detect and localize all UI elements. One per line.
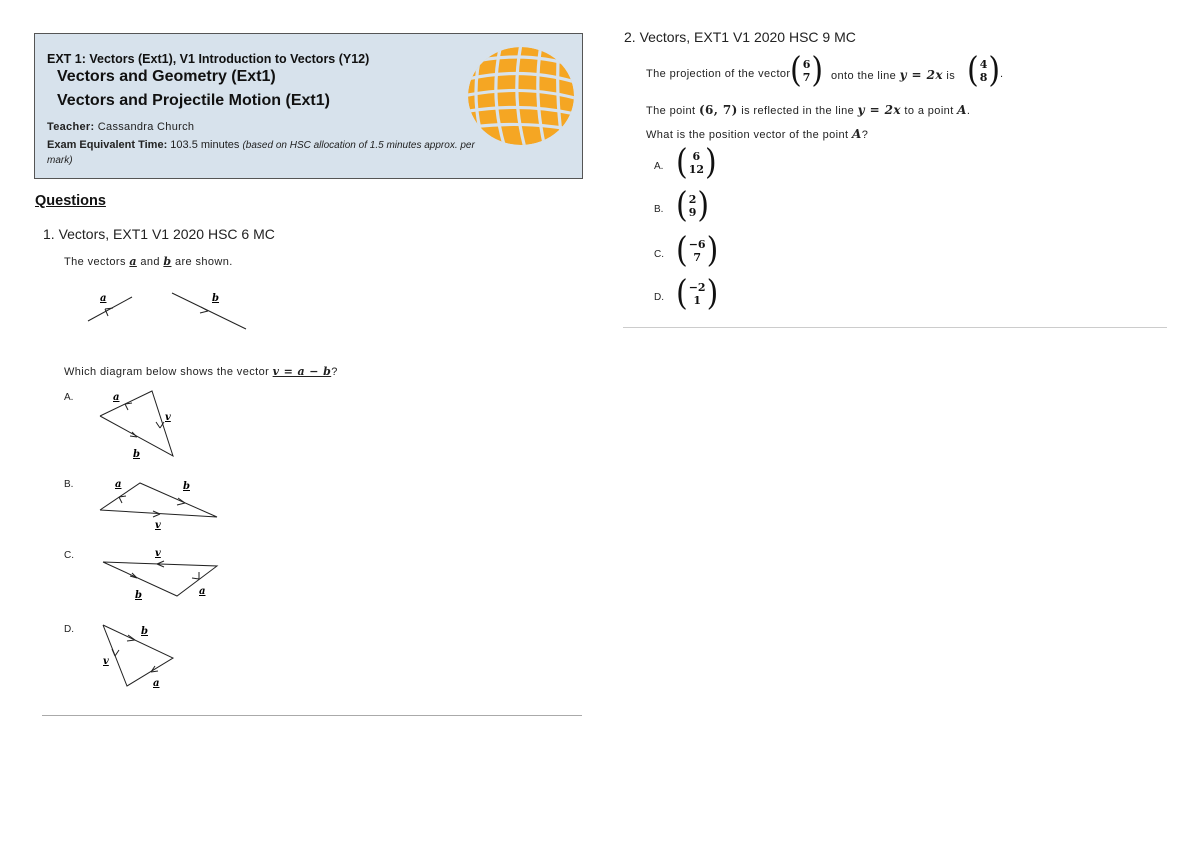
q2-option-a-vector[interactable]: ( 6 12 ): [676, 142, 717, 183]
q1-option-b-diagram[interactable]: [95, 475, 225, 530]
exam-time-note: (based on HSC allocation of 1.5 minutes approx. per mark): [47, 140, 475, 166]
q1-option-a-label[interactable]: A.: [64, 392, 74, 403]
exam-time-label: Exam Equivalent Time:: [47, 139, 168, 151]
q1-option-d-label[interactable]: D.: [64, 624, 74, 635]
questions-heading: Questions: [35, 193, 106, 209]
q1-divider: [42, 715, 582, 716]
svg-text:a: a: [113, 392, 120, 403]
q1-title: 1. Vectors, EXT1 V1 2020 HSC 6 MC: [43, 226, 275, 242]
svg-text:b: b: [183, 481, 190, 492]
q2-option-d-vector[interactable]: ( −2 1 ): [676, 273, 719, 314]
svg-text:b: b: [141, 626, 148, 637]
q1-option-a-diagram[interactable]: [95, 386, 185, 466]
exam-time-line: [47, 138, 487, 168]
q1-option-c-diagram[interactable]: [95, 546, 225, 606]
svg-text:v: v: [103, 656, 109, 667]
q1-option-c-label[interactable]: C.: [64, 550, 74, 561]
svg-text:b: b: [135, 590, 142, 601]
svg-text:a: a: [153, 678, 160, 689]
q2-vector-4-8: ( 4 8 ): [967, 50, 1001, 91]
svg-text:v: v: [155, 520, 161, 530]
exam-time-value: 103.5 minutes: [170, 139, 240, 151]
svg-text:a: a: [199, 586, 206, 597]
var-b: b: [163, 255, 172, 268]
q2-line1-pre: The projection of the vector: [646, 68, 791, 80]
q1-intro: The vectors a and b are shown.: [64, 255, 233, 268]
diagram-label-a: a: [100, 293, 107, 304]
diagram-label-b: b: [212, 293, 219, 304]
q2-option-b-label[interactable]: B.: [654, 204, 664, 215]
q2-divider: [623, 327, 1167, 328]
q1-prompt-equation: v = a − b: [272, 365, 332, 378]
var-a: a: [129, 255, 137, 268]
q1-given-vectors-diagram: [80, 285, 260, 335]
q2-line3: What is the position vector of the point A?: [646, 127, 869, 141]
globe-logo-icon: [463, 44, 575, 148]
worksheet-topic: EXT 1: Vectors (Ext1), V1 Introduction to Vectors (Y12): [47, 52, 370, 66]
q2-line1-mid: onto the line y = 2x is: [831, 68, 956, 82]
svg-text:b: b: [133, 449, 140, 460]
teacher-line: [47, 121, 194, 133]
worksheet-header: [34, 33, 583, 179]
svg-text:a: a: [115, 479, 122, 490]
q2-line2: The point (6, 7) is reflected in the line y = 2x to a point A.: [646, 103, 971, 117]
q1-prompt: Which diagram below shows the vector v = a − b?: [64, 365, 338, 378]
q2-option-d-label[interactable]: D.: [654, 292, 664, 303]
svg-text:v: v: [165, 412, 171, 423]
worksheet-subtopic-1: Vectors and Geometry (Ext1): [57, 68, 276, 85]
q2-option-b-vector[interactable]: ( 2 9 ): [676, 185, 710, 226]
q2-option-c-vector[interactable]: ( −6 7 ): [676, 230, 719, 271]
q1-option-d-diagram[interactable]: [95, 620, 185, 692]
q2-line1-end: .: [1000, 68, 1004, 80]
svg-text:v: v: [155, 548, 161, 559]
teacher-name: Cassandra Church: [97, 121, 195, 133]
q2-option-c-label[interactable]: C.: [654, 249, 664, 260]
q2-vector-6-7: ( 6 7 ): [790, 50, 824, 91]
worksheet-subtopic-2: Vectors and Projectile Motion (Ext1): [57, 92, 330, 109]
q2-title: 2. Vectors, EXT1 V1 2020 HSC 9 MC: [624, 29, 856, 45]
q1-option-b-label[interactable]: B.: [64, 479, 74, 490]
q2-option-a-label[interactable]: A.: [654, 161, 664, 172]
teacher-label: Teacher:: [47, 121, 95, 133]
